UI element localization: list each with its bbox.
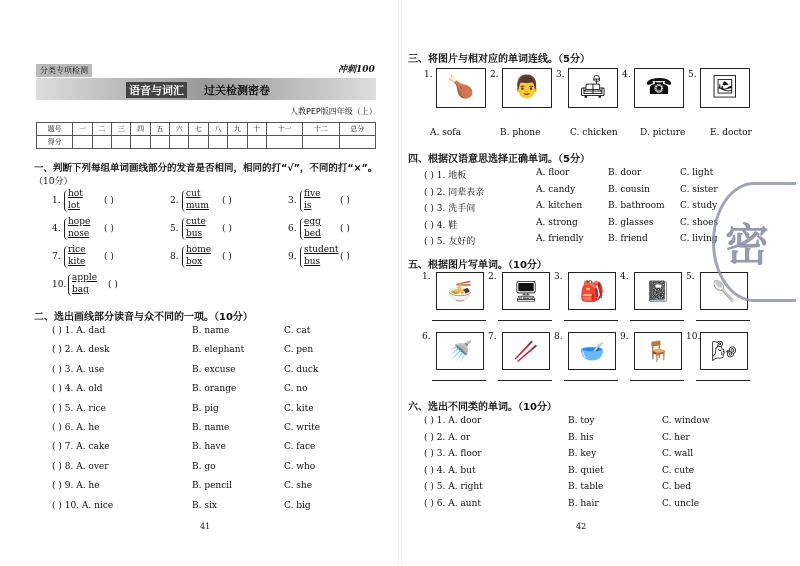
option-b: B. excuse	[192, 364, 236, 375]
item-number: 1.	[52, 196, 61, 206]
score-header-cell: 八	[208, 123, 227, 136]
score-input-cell[interactable]	[73, 136, 92, 149]
score-header-cell: 十二	[303, 123, 339, 136]
page-title: 过关检测密卷	[204, 84, 270, 97]
option-b: B. his	[568, 432, 594, 443]
score-label-cell: 得分	[37, 136, 73, 149]
option-b: B. orange	[192, 384, 237, 395]
option-c: C. light	[680, 168, 714, 178]
question-option-a[interactable]: ( ) 4. A. old	[52, 384, 103, 395]
option-c: C. write	[284, 423, 321, 433]
computer-picture: 🖥	[502, 272, 550, 310]
picture-number: 1.	[424, 70, 433, 80]
picture-number: 1.	[422, 272, 431, 282]
sec1-heading: 一、判断下列每组单词画线部分的发音是否相同，相同的打“√”，不同的打“×”。	[34, 163, 378, 174]
score-header-cell: 题号	[37, 123, 73, 136]
phone-picture: ☎	[634, 68, 684, 108]
sec2-heading: 二、选出画线部分读音与众不同的一项。（10分）	[34, 312, 253, 323]
word-1: cut	[186, 189, 201, 199]
score-header-cell: 二	[92, 123, 111, 136]
answer-line[interactable]	[498, 380, 552, 381]
picture-number: 7.	[488, 332, 497, 342]
word-1: five	[304, 189, 321, 199]
answer-line[interactable]	[696, 320, 750, 321]
word-2: bed	[304, 229, 321, 239]
item-number: 6.	[288, 224, 297, 234]
brand-label: 冲刺100	[338, 65, 375, 75]
option-c: C. kite	[284, 403, 314, 414]
option-c: C. window	[662, 416, 710, 426]
confidential-stamp: 密	[712, 182, 796, 302]
answer-paren[interactable]: ( )	[104, 252, 114, 262]
picture-number: 2.	[488, 272, 497, 282]
sec3-heading: 三、将图片与相对应的单词连线。（5分）	[408, 54, 590, 65]
option-c: C. sister	[680, 184, 718, 195]
schoolbag-picture: 🎒	[568, 272, 616, 310]
question-option-a[interactable]: ( ) 5. A. rice	[52, 403, 106, 414]
question-option-a[interactable]: ( ) 6. A. he	[52, 423, 100, 433]
picture-number: 9.	[620, 332, 629, 342]
option-b: B. have	[192, 442, 226, 453]
page-number: 42	[576, 522, 587, 531]
score-input-cell[interactable]	[339, 136, 375, 149]
match-word[interactable]: D. picture	[640, 128, 686, 138]
score-header-cell: 七	[189, 123, 208, 136]
option-c: C. pen	[284, 345, 314, 356]
option-b: B. friend	[608, 234, 648, 244]
item-number: 9.	[288, 252, 297, 262]
word-1: student	[304, 245, 339, 255]
word-2: nose	[68, 229, 90, 239]
option-c: C. shoes	[680, 217, 719, 228]
title-box: 语音与词汇	[126, 82, 187, 98]
page-number: 41	[200, 522, 211, 531]
score-input-cell[interactable]	[228, 136, 247, 149]
option-b: B. glasses	[608, 217, 654, 228]
word-2: is	[304, 201, 312, 211]
answer-line[interactable]	[564, 320, 618, 321]
score-input-cell[interactable]	[92, 136, 111, 149]
match-word[interactable]: B. phone	[500, 128, 541, 138]
picture-number: 5.	[688, 70, 697, 80]
question-option-a[interactable]: ( ) 10. A. nice	[52, 500, 114, 511]
answer-paren[interactable]: ( )	[222, 196, 232, 206]
answer-line[interactable]	[696, 380, 750, 381]
score-input-cell[interactable]	[247, 136, 266, 149]
question-option-a[interactable]: ( ) 6. A. aunt	[424, 498, 481, 509]
option-c: C. she	[284, 481, 313, 492]
word-2: lot	[68, 201, 80, 211]
option-b: B. pencil	[192, 481, 233, 492]
option-c: C. cute	[662, 465, 695, 476]
picture-number: 8.	[554, 332, 563, 342]
question-option-a[interactable]: ( ) 7. A. cake	[52, 442, 110, 453]
option-b: B. pig	[192, 403, 219, 414]
score-header-cell: 四	[131, 123, 150, 136]
option-c: C. study	[680, 201, 718, 211]
edition-label: 人教PEP版四年级（上）	[290, 107, 377, 116]
item-number: 4.	[52, 224, 61, 234]
answer-line[interactable]	[564, 380, 618, 381]
picture-number: 5.	[686, 272, 695, 282]
question-option-a[interactable]: ( ) 4. A. but	[424, 465, 476, 476]
chair-picture: 🪑	[634, 332, 682, 370]
option-b: B. hair	[568, 498, 599, 509]
score-header-cell: 九	[228, 123, 247, 136]
chopsticks-picture: 🥢	[502, 332, 550, 370]
item-number: 8.	[170, 252, 179, 262]
score-input-cell[interactable]	[266, 136, 302, 149]
score-table	[36, 122, 376, 149]
option-c: C. cat	[284, 326, 311, 336]
question-option-a[interactable]: ( ) 9. A. he	[52, 481, 100, 492]
series-tag: 分类专项检测	[36, 64, 92, 77]
answer-paren[interactable]: ( )	[108, 280, 118, 290]
answer-paren[interactable]: ( )	[222, 252, 232, 262]
option-a: A. candy	[536, 184, 576, 195]
picture-number: 3.	[554, 272, 563, 282]
question-option-a[interactable]: ( ) 3. A. use	[52, 364, 105, 375]
question-prompt[interactable]: ( ) 4. 鞋	[424, 220, 458, 231]
question-option-a[interactable]: ( ) 8. A. over	[52, 461, 109, 472]
word-1: apple	[72, 273, 98, 283]
question-option-a[interactable]: ( ) 2. A. desk	[52, 345, 110, 356]
option-b: B. elephant	[192, 345, 245, 356]
match-word[interactable]: E. doctor	[710, 128, 752, 138]
item-number: 3.	[288, 196, 297, 206]
word-2: mum	[186, 201, 209, 211]
bathroom-picture: 🚿	[436, 332, 484, 370]
noodles-picture: 🍜	[436, 272, 484, 310]
option-b: B. six	[192, 500, 217, 511]
picture-frame-picture: 🖼	[700, 68, 750, 108]
word-1: egg	[304, 217, 321, 227]
spoon-picture: 🥄	[700, 272, 748, 310]
word-1: rice	[68, 245, 86, 255]
answer-paren[interactable]: ( )	[104, 196, 114, 206]
score-input-cell[interactable]	[131, 136, 150, 149]
word-1: home	[186, 245, 212, 255]
notebook-picture: 📓	[634, 272, 682, 310]
option-a: A. friendly	[536, 234, 584, 244]
sofa-picture: 🛋	[568, 68, 618, 108]
option-b: B. name	[192, 326, 230, 336]
score-input-cell[interactable]	[189, 136, 208, 149]
answer-paren[interactable]: ( )	[340, 196, 350, 206]
score-header-row	[37, 123, 376, 136]
option-b: B. go	[192, 461, 216, 472]
option-c: C. uncle	[662, 498, 700, 509]
score-input-cell[interactable]	[112, 136, 131, 149]
picture-number: 4.	[620, 272, 629, 282]
answer-line[interactable]	[432, 320, 486, 321]
match-word[interactable]: C. chicken	[570, 128, 618, 138]
word-1: hope	[68, 217, 91, 227]
option-b: B. table	[568, 482, 604, 492]
sec6-heading: 六、选出不同类的单词。（10分）	[408, 402, 557, 413]
answer-paren[interactable]: ( )	[340, 252, 350, 262]
picture-number: 10.	[686, 332, 701, 342]
answer-paren[interactable]: ( )	[104, 224, 114, 234]
answer-paren[interactable]: ( )	[222, 224, 232, 234]
score-input-cell[interactable]	[303, 136, 339, 149]
bowl-picture: 🥣	[568, 332, 616, 370]
option-c: C. face	[284, 442, 316, 453]
picture-number: 4.	[622, 70, 631, 80]
answer-line[interactable]	[498, 320, 552, 321]
question-prompt[interactable]: ( ) 3. 洗手间	[424, 204, 476, 214]
item-number: 10.	[52, 280, 67, 290]
option-a: A. kitchen	[536, 201, 583, 211]
sec4-heading: 四、根据汉语意思选择正确单词。（5分）	[408, 154, 590, 165]
match-word[interactable]: A. sofa	[430, 128, 461, 138]
question-prompt[interactable]: ( ) 2. 同辈表亲	[424, 187, 485, 198]
score-header-cell: 十一	[266, 123, 302, 136]
option-c: C. wall	[662, 449, 694, 459]
word-2: box	[186, 257, 203, 267]
score-input-cell[interactable]	[208, 136, 227, 149]
picture-number: 2.	[490, 70, 499, 80]
score-header-cell: 六	[170, 123, 189, 136]
item-number: 7.	[52, 252, 61, 262]
sec1-points: （10分）	[34, 177, 73, 187]
picture-number: 3.	[556, 70, 565, 80]
option-b: B. cousin	[608, 184, 650, 195]
item-number: 2.	[170, 196, 179, 206]
question-option-a[interactable]: ( ) 5. A. right	[424, 482, 483, 492]
doctor-picture: 👨	[502, 68, 552, 108]
word-2: bus	[304, 257, 321, 267]
answer-line[interactable]	[432, 380, 486, 381]
score-input-cell[interactable]	[150, 136, 169, 149]
score-header-cell: 一	[73, 123, 92, 136]
word-1: hot	[68, 189, 83, 199]
option-c: C. bed	[662, 482, 692, 492]
question-option-a[interactable]: ( ) 3. A. floor	[424, 449, 482, 459]
option-c: C. living	[680, 234, 718, 244]
score-input-cell[interactable]	[170, 136, 189, 149]
question-option-a[interactable]: ( ) 2. A. or	[424, 432, 471, 443]
answer-line[interactable]	[630, 320, 684, 321]
option-b: B. door	[608, 168, 642, 178]
question-prompt[interactable]: ( ) 5. 友好的	[424, 237, 476, 247]
option-b: B. toy	[568, 416, 595, 426]
option-c: C. her	[662, 432, 690, 443]
option-b: B. key	[568, 449, 597, 459]
option-b: B. name	[192, 423, 230, 433]
chicken-picture: 🍗	[436, 68, 486, 108]
word-2: bag	[72, 285, 89, 295]
sec5-heading: 五、根据图片写单词。（10分）	[408, 260, 547, 271]
item-number: 5.	[170, 224, 179, 234]
picture-number: 6.	[422, 332, 431, 342]
option-c: C. big	[284, 500, 311, 511]
option-c: C. who	[284, 461, 316, 472]
answer-line[interactable]	[630, 380, 684, 381]
score-header-cell: 十	[247, 123, 266, 136]
word-1: cute	[186, 217, 206, 227]
word-2: kite	[68, 257, 86, 267]
option-c: C. duck	[284, 364, 319, 375]
question-prompt[interactable]: ( ) 1. 地板	[424, 171, 467, 181]
question-option-a[interactable]: ( ) 1. A. dad	[52, 326, 106, 336]
answer-paren[interactable]: ( )	[340, 224, 350, 234]
option-b: B. quiet	[568, 465, 604, 476]
option-a: A. floor	[536, 168, 570, 178]
score-header-cell: 总分	[339, 123, 375, 136]
score-header-cell: 五	[150, 123, 169, 136]
option-c: C. no	[284, 384, 308, 395]
option-b: B. bathroom	[608, 201, 665, 211]
option-a: A. strong	[536, 217, 578, 228]
score-input-row	[37, 136, 376, 149]
question-option-a[interactable]: ( ) 1. A. door	[424, 416, 482, 426]
score-header-cell: 三	[112, 123, 131, 136]
fan-picture: 🌬	[700, 332, 748, 370]
word-2: bus	[186, 229, 203, 239]
